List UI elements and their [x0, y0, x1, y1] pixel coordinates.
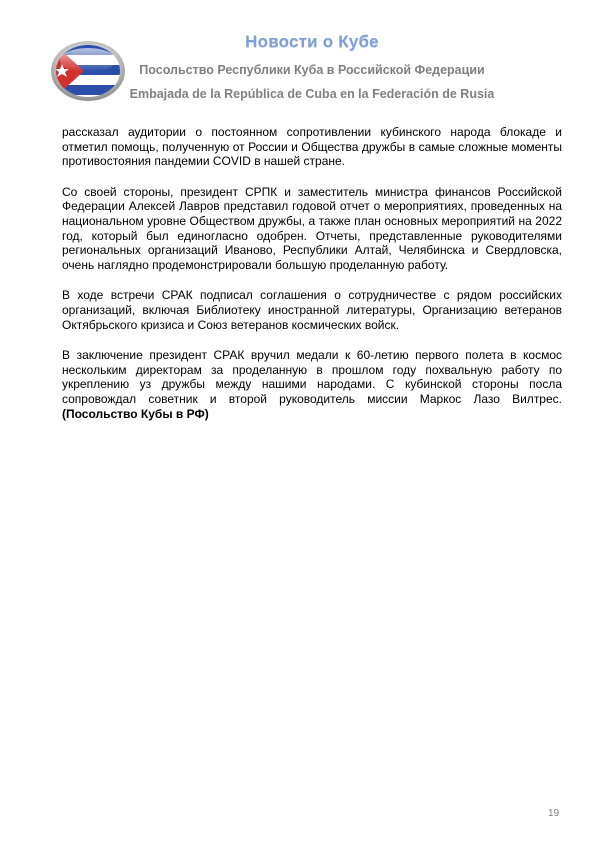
paragraph-final	[62, 348, 562, 421]
paragraph: рассказал аудитории о постоянном сопротивлении кубинского народа блокаде и отметил помощь, полученную от России и Общества дружбы в самые сложные моменты противостояния пандемии COVID в нашей стране.	[62, 125, 562, 169]
embassy-name-russian: Посольство Республики Куба в Российской Федерации	[139, 63, 485, 77]
embassy-name-spanish: Embajada de la República de Cuba en la Federación de Rusia	[129, 87, 495, 101]
paragraph: В ходе встречи СРАК подписал соглашения о сотрудничестве с рядом российских организаций, включая Библиотеку иностранной литературы, Организацию ветеранов Октябрьского кризиса и Союз ветеранов космических войск.	[62, 288, 562, 332]
page-header	[0, 0, 606, 118]
article-body	[62, 125, 562, 437]
paragraph: Со своей стороны, президент СРПК и заместитель министра финансов Российской Федерации Алексей Лавров представил годовой отчет о мероприятиях, проведенных на национальном уровне Обществом дружбы, а также план основных мероприятий на 2022 год, который был единогласно одобрен. Отчеты, представленные руководителями региональных организаций Иваново, Республики Алтай, Челябинска и Свердловска, очень наглядно продемонстрировали большую проделанную работу.	[62, 184, 562, 272]
paragraph-text: В заключение президент СРАК вручил медали к 60-летию первого полета в космос нескольким директорам за проделанную в прошлом году похвальную работу по укреплению уз дружбы между нашими народами. С кубинской стороны посла сопровождал советник и второй руководитель миссии Маркос Лазо Вилтрес.	[62, 348, 562, 406]
page-number: 19	[548, 808, 560, 819]
site-title: Новости о Кубе	[245, 32, 379, 51]
source-attribution: (Посольство Кубы в РФ)	[62, 406, 209, 421]
